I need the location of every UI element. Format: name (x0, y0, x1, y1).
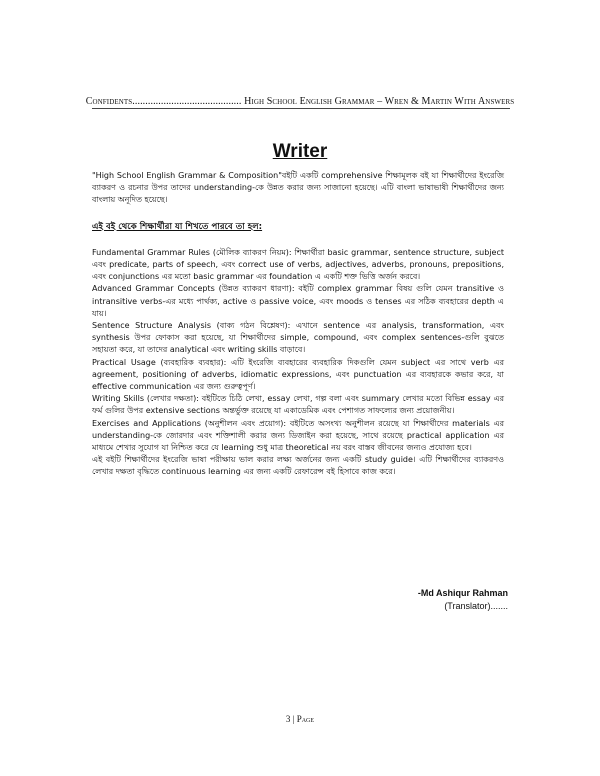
section-heading: এই বই থেকে শিক্ষার্থীরা যা শিখতে পারবে তা হল: (92, 221, 263, 232)
list-item-writing-skills: Writing Skills (লেখার দক্ষতা): বইটিতে চিঠি লেখা, essay লেখা, গল্প বলা এবং summary লেখার মতো বিভিন্ন essay এর ফর্ম গুলির উপর extensive sections অন্তর্ভুক্ত রয়েছে যা একাডেমিক এবং পেশাগত সাফল্যের জন্য প্রয়োজনীয়। (92, 394, 504, 416)
running-header: Confidents.......................................... High School English Grammar – Wren & Martin With Answers (85, 96, 515, 107)
translator-name: -Md Ashiqur Rahman (417, 588, 508, 598)
list-item-exercises: Exercises and Applications (অনুশীলন এবং প্রয়োগ): বইটিতে অসংখ্য অনুশীলন রয়েছে যা শিক্ষার্থীদের materials এর understanding-কে জোরদার এবং শক্তিশালী করার জন্য ডিজাইন করা হয়েছে, সাথে রয়েছে practical application এর মাধ্যমে শেখার সুযোগ যা নিশ্চিত করে যে learning শুধু মাত্র theoretical নয় বরং বাস্তব জীবনের জন্যও প্রযোজ্য হবে। (92, 418, 504, 453)
translator-role: (Translator)....... (444, 601, 508, 611)
intro-paragraph: "High School English Grammar & Composition"বইটি একটি comprehensive শিক্ষামূলক বই যা শিক্ষার্থীদের ইংরেজি ব্যাকরণ ও রচনার উপর তাদের understanding-কে উন্নত করার জন্য সাজানো হয়েছে। এটি বাংলা ভাষাভাষী শিক্ষার্থীদের জন্য বাংলায় অনূদিত হয়েছে। (92, 171, 504, 205)
list-item-sentence-structure: Sentence Structure Analysis (বাক্য গঠন বিশ্লেষণ): এখানে sentence এর analysis, transformation, এবং synthesis উপর ফোকাস করা হয়েছে, যা শিক্ষার্থীদের simple, compound, এবং complex sentences-গুলি বুঝতে সহায়তা করে, যা তাদের analytical এবং writing skills বাড়াবে। (92, 321, 504, 355)
page-title: Writer (272, 141, 328, 162)
signature-block (418, 588, 508, 611)
closing-paragraph: এই বইটি শিক্ষার্থীদের ইংরেজি ভাষা পরীক্ষায় ভাল করার লক্ষ্য অর্জনের জন্য একটি study guide। এটি শিক্ষার্থীদের ব্যাকরণও লেখার দক্ষতা বৃদ্ধিতে continuous learning এর জন্য একটি রেফারেন্স বই হিসাবে কাজ করে। (92, 455, 504, 477)
list-item-advanced-grammar: Advanced Grammar Concepts (উন্নত ব্যাকরণ ধারণা): বইটি complex grammar বিষয় গুলি যেমন transitive ও intransitive verbs-এর মধ্যে পার্থক্য, active ও passive voice, এবং moods ও tenses এর সঠিক ব্যবহারের depth এ যায়। (92, 284, 504, 318)
list-item-grammar-rules: Fundamental Grammar Rules (মৌলিক ব্যাকরণ নিয়ম): শিক্ষার্থীরা basic grammar, sentence structure, subject এবং predicate, parts of speech, এবং correct use of verbs, adjectives, adverbs, pronouns, prepositions, এবং conjunctions এর মতো basic grammar এর foundation এ একটি শক্ত ভিত্তি অর্জন করবে। (92, 247, 504, 282)
header-rule (92, 108, 510, 109)
page-content (92, 170, 504, 479)
page-number: 3 | Page (285, 714, 315, 724)
list-item-practical-usage: Practical Usage (ব্যবহারিক ব্যবহার): এটি ইংরেজি ব্যবহারের ব্যবহারিক দিকগুলি যেমন subject এর সাথে verb এর agreement, positioning of adverbs, idiomatic expressions, এবং punctuation এর ব্যবহারকে কভার করে, যা effective communication এর জন্য গুরুত্বপূর্ণ। (92, 357, 504, 392)
